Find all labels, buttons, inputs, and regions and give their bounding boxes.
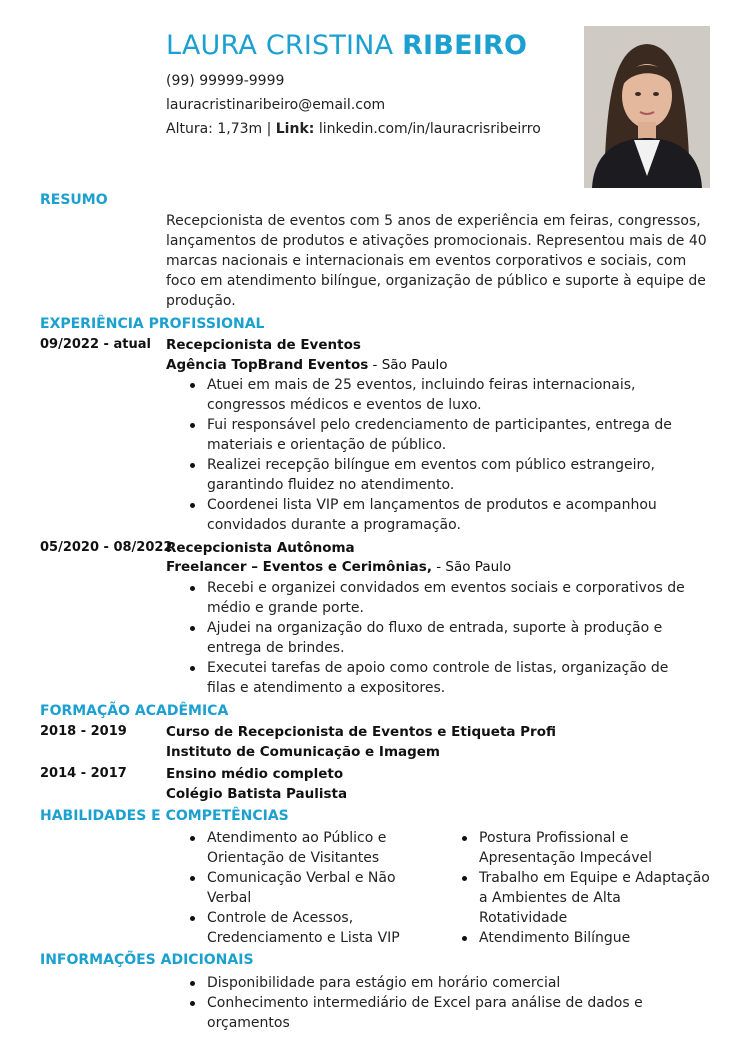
candidate-name: LAURA CRISTINA RIBEIRO [166, 30, 528, 61]
list-item: Ajudei na organização do fluxo de entrada, suporte à produção e entrega de brindes. [166, 618, 686, 658]
job-role: Recepcionista de Eventos [166, 337, 361, 353]
list-item: Coordenei lista VIP em lançamentos de produtos e acompanhou convidados durante a programação. [166, 495, 686, 535]
list-item: Realizei recepção bilíngue em eventos com público estrangeiro, garantindo fluidez no atendimento. [166, 455, 686, 495]
list-item: Atendimento Bilíngue [438, 928, 710, 948]
experience-title: EXPERIÊNCIA PROFISSIONAL [40, 316, 265, 332]
skills-list-left [166, 828, 411, 948]
list-item: Executei tarefas de apoio como controle de listas, organização de filas e atendimento a expositores. [166, 658, 686, 698]
additional-title: INFORMAÇÕES ADICIONAIS [40, 952, 254, 968]
education-school: Colégio Batista Paulista [166, 786, 348, 802]
list-item: Conhecimento intermediário de Excel para análise de dados e orçamentos [166, 993, 686, 1033]
education-title: FORMAÇÃO ACADÊMICA [40, 703, 229, 719]
list-item: Postura Profissional e Apresentação Impecável [438, 828, 710, 868]
list-item: Comunicação Verbal e Não Verbal [166, 868, 411, 908]
email[interactable]: lauracristinaribeiro@email.com [166, 97, 386, 113]
list-item: Atendimento ao Público e Orientação de Visitantes [166, 828, 411, 868]
job-dates: 05/2020 - 08/2022 [40, 540, 173, 555]
education-course: Curso de Recepcionista de Eventos e Etiqueta Profi [166, 724, 556, 740]
profile-photo [584, 26, 710, 188]
height-and-link: Altura: 1,73m | Link: linkedin.com/in/lauracrisribeirro [166, 121, 541, 137]
list-item: Atuei em mais de 25 eventos, incluindo feiras internacionais, congressos médicos e eventos de luxo. [166, 375, 686, 415]
job-company: Freelancer – Eventos e Cerimônias, - São Paulo [166, 559, 512, 575]
list-item: Trabalho em Equipe e Adaptação a Ambientes de Alta Rotatividade [438, 868, 710, 928]
list-item: Recebi e organizei convidados em eventos sociais e corporativos de médio e grande porte. [166, 578, 686, 618]
job-bullets [166, 375, 686, 535]
list-item: Fui responsável pelo credenciamento de participantes, entrega de materiais e orientação de público. [166, 415, 686, 455]
job-company: Agência TopBrand Eventos - São Paulo [166, 357, 448, 373]
education-school: Instituto de Comunicação e Imagem [166, 744, 441, 760]
phone: (99) 99999-9999 [166, 73, 285, 89]
list-item: Controle de Acessos, Credenciamento e Lista VIP [166, 908, 411, 948]
education-dates: 2014 - 2017 [40, 766, 127, 781]
job-dates: 09/2022 - atual [40, 337, 151, 352]
summary-title: RESUMO [40, 192, 108, 208]
skills-list-right [438, 828, 710, 948]
education-course: Ensino médio completo [166, 766, 344, 782]
job-role: Recepcionista Autônoma [166, 540, 355, 556]
summary-text: Recepcionista de eventos com 5 anos de experiência em feiras, congressos, lançamentos de produtos e ativações promocionais. Representou mais de 40 marcas nacionais e internacionais em eventos corporativos e sociais, com foco em atendimento bilíngue, organização de público e suporte à equipe de produção. [166, 213, 707, 309]
skills-title: HABILIDADES E COMPETÊNCIAS [40, 808, 289, 824]
job-bullets [166, 578, 686, 698]
resume-header [0, 0, 750, 190]
additional-list [166, 973, 686, 1033]
education-dates: 2018 - 2019 [40, 724, 127, 739]
list-item: Disponibilidade para estágio em horário comercial [166, 973, 686, 993]
linkedin-link[interactable]: linkedin.com/in/lauracrisribeirro [314, 121, 541, 137]
